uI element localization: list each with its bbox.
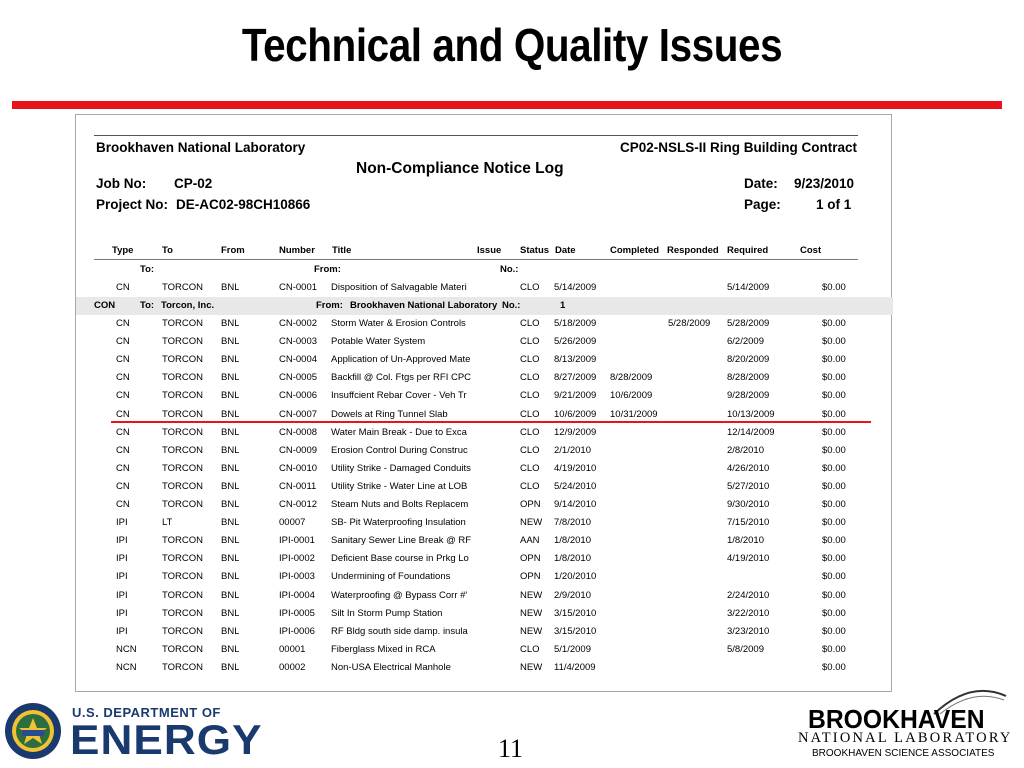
cell-from: BNL: [221, 553, 240, 565]
cell-date: 2/9/2010: [554, 589, 591, 601]
cell-type: CN: [116, 444, 130, 456]
cell-cost: $0.00: [822, 282, 846, 293]
cell-to: TORCON: [162, 643, 203, 655]
cell-title: Dowels at Ring Tunnel Slab: [331, 408, 448, 420]
cell-required: 6/2/2009: [727, 336, 764, 348]
group-from-label: From:: [316, 300, 343, 311]
cell-title: Steam Nuts and Bolts Replacem: [331, 499, 469, 510]
table-row: [76, 496, 893, 514]
table-row: [76, 514, 893, 532]
cell-status: CLO: [520, 408, 540, 420]
cell-status: NEW: [520, 607, 543, 619]
cell-cost: $0.00: [822, 517, 846, 529]
cell-number: 00007: [279, 517, 306, 529]
table-subheader: [76, 261, 893, 279]
col-completed: Completed: [610, 245, 660, 256]
cell-date: 1/8/2010: [554, 553, 591, 565]
bnl-text-national-lab: NATIONAL LABORATORY: [798, 730, 1013, 746]
cell-from: BNL: [221, 643, 240, 655]
cell-status: AAN: [520, 535, 540, 547]
cell-title: Utility Strike - Water Line at LOB: [331, 480, 468, 492]
cell-type: IPI: [116, 553, 128, 565]
subheader-no: No.:: [500, 264, 519, 275]
cell-title: Insuffcient Rebar Cover - Veh Tr: [331, 390, 467, 402]
cell-cost: $0.00: [822, 390, 846, 402]
cell-date: 10/6/2009: [554, 408, 597, 420]
cell-date: 11/4/2009: [554, 661, 596, 673]
cell-from: BNL: [221, 499, 240, 510]
cell-status: CLO: [520, 480, 540, 492]
cell-from: BNL: [221, 480, 240, 492]
table-row: [76, 659, 893, 677]
cell-number: CN-0012: [279, 499, 318, 510]
cell-cost: $0.00: [822, 444, 846, 456]
group-no-label: No.:: [502, 300, 521, 311]
cell-type: CN: [116, 462, 130, 474]
document-image: [75, 114, 892, 692]
cell-to: TORCON: [162, 462, 203, 474]
cell-date: 1/20/2010: [554, 571, 597, 583]
document-top-rule: [94, 135, 858, 136]
cell-to: TORCON: [162, 444, 203, 456]
log-title: Non-Compliance Notice Log: [356, 160, 564, 177]
table-row: [76, 460, 893, 478]
cell-title: Storm Water & Erosion Controls: [331, 318, 466, 329]
col-responded: Responded: [667, 245, 719, 256]
contract-name: CP02-NSLS-II Ring Building Contract: [619, 140, 857, 155]
title-divider: [12, 101, 1002, 109]
cell-required: 3/23/2010: [727, 625, 770, 637]
job-number: [96, 176, 212, 191]
cell-cost: $0.00: [822, 480, 846, 492]
cell-from: BNL: [221, 535, 240, 547]
cell-number: CN-0007: [279, 408, 318, 420]
cell-type: CN: [116, 499, 130, 510]
cell-number: CN-0003: [279, 336, 318, 348]
cell-from: BNL: [221, 462, 240, 474]
cell-title: Undermining of Foundations: [331, 571, 451, 583]
col-cost: Cost: [800, 245, 822, 256]
col-title: Title: [332, 245, 352, 256]
cell-status: CLO: [520, 462, 540, 474]
cell-responded: 5/28/2009: [668, 318, 711, 329]
cell-cost: $0.00: [822, 643, 846, 655]
cell-number: CN-0001: [279, 282, 318, 293]
cell-completed: 10/31/2009: [610, 408, 658, 420]
cell-date: 5/26/2009: [554, 336, 597, 348]
cell-from: BNL: [221, 354, 240, 366]
cell-status: CLO: [520, 354, 540, 366]
table-row: [76, 532, 893, 550]
cell-required: 12/14/2009: [727, 426, 775, 438]
group-to: Torcon, Inc.: [161, 300, 215, 311]
date-value: 9/23/2010: [794, 176, 855, 191]
col-from: From: [221, 245, 245, 256]
cell-from: BNL: [221, 372, 240, 384]
cell-date: 5/18/2009: [554, 318, 597, 329]
report-date: [744, 176, 854, 191]
cell-cost: $0.00: [822, 571, 846, 583]
table-row: [76, 315, 893, 333]
table-row: [76, 369, 893, 387]
job-label: Job No:: [96, 176, 147, 191]
subheader-to: To:: [140, 264, 155, 275]
cell-required: 4/19/2010: [727, 553, 770, 565]
cell-type: NCN: [116, 643, 137, 655]
cell-title: SB- Pit Waterproofing Insulation: [331, 517, 466, 529]
cell-number: CN-0002: [279, 318, 318, 329]
cell-completed: 10/6/2009: [610, 390, 653, 402]
cell-to: TORCON: [162, 372, 203, 384]
cell-type: IPI: [116, 517, 128, 529]
cell-number: CN-0009: [279, 444, 318, 456]
cell-status: CLO: [520, 372, 540, 384]
cell-cost: $0.00: [822, 625, 846, 637]
table-row: [76, 442, 893, 460]
col-status: Status: [520, 245, 550, 256]
cell-required: 5/8/2009: [727, 643, 764, 655]
cell-date: 3/15/2010: [554, 625, 597, 637]
cell-cost: $0.00: [822, 499, 846, 510]
cell-type: CN: [116, 318, 130, 329]
cell-type: CN: [116, 408, 130, 420]
cell-date: 2/1/2010: [554, 444, 591, 456]
cell-from: BNL: [221, 282, 240, 293]
table-row: [76, 333, 893, 351]
table-row: [76, 351, 893, 369]
group-from: Brookhaven National Laboratory: [350, 300, 498, 311]
cell-to: TORCON: [162, 607, 203, 619]
page-label: Page:: [744, 197, 781, 212]
cell-cost: $0.00: [822, 354, 846, 366]
cell-required: 5/28/2009: [727, 318, 770, 329]
cell-status: OPN: [520, 553, 541, 565]
cell-to: TORCON: [162, 589, 203, 601]
cell-type: CN: [116, 336, 130, 348]
cell-from: BNL: [221, 517, 240, 529]
cell-type: IPI: [116, 607, 128, 619]
cell-title: Sanitary Sewer Line Break @ RF: [331, 535, 472, 547]
col-issue: Issue: [477, 245, 502, 256]
cell-number: CN-0005: [279, 372, 318, 384]
cell-status: CLO: [520, 336, 540, 348]
cell-required: 5/27/2010: [727, 480, 770, 492]
table-row: [76, 424, 893, 442]
cell-title: Potable Water System: [331, 336, 426, 348]
cell-cost: $0.00: [822, 336, 846, 348]
cell-from: BNL: [221, 390, 240, 402]
cell-cost: $0.00: [822, 661, 846, 673]
subheader-from: From:: [314, 264, 341, 275]
cell-title: Disposition of Salvagable Materi: [331, 282, 467, 293]
cell-from: BNL: [221, 318, 240, 329]
table-row: [76, 279, 893, 297]
cell-date: 9/21/2009: [554, 390, 597, 402]
project-label: Project No:: [96, 197, 169, 212]
cell-required: 3/22/2010: [727, 607, 770, 619]
cell-to: LT: [162, 517, 173, 529]
col-number: Number: [279, 245, 315, 256]
cell-date: 9/14/2010: [554, 499, 597, 510]
cell-type: IPI: [116, 589, 128, 601]
cell-number: 00001: [279, 643, 306, 655]
cell-type: CN: [116, 354, 130, 366]
cell-title: Utility Strike - Damaged Conduits: [331, 462, 471, 474]
cell-status: CLO: [520, 318, 540, 329]
cell-to: TORCON: [162, 535, 203, 547]
cell-to: TORCON: [162, 336, 203, 348]
cell-status: CLO: [520, 390, 540, 402]
cell-title: Application of Un-Approved Mate: [331, 354, 471, 366]
cell-status: OPN: [520, 571, 541, 583]
cell-required: 4/26/2010: [727, 462, 770, 474]
cell-cost: $0.00: [822, 607, 846, 619]
cell-cost: $0.00: [822, 372, 846, 384]
doe-text-top: U.S. DEPARTMENT OF: [72, 705, 221, 720]
doe-logo: [4, 700, 263, 763]
cell-date: 5/24/2010: [554, 480, 597, 492]
page-value: 1 of 1: [816, 197, 852, 212]
cell-date: 5/14/2009: [554, 282, 597, 293]
cell-type: CN: [116, 426, 130, 438]
job-value: CP-02: [174, 176, 213, 191]
cell-cost: $0.00: [822, 462, 846, 474]
cell-status: CLO: [520, 444, 540, 456]
col-type: Type: [112, 245, 134, 256]
cell-status: CLO: [520, 426, 540, 438]
cell-date: 8/27/2009: [554, 372, 597, 384]
cell-title: RF Bldg south side damp. insula: [331, 625, 468, 637]
cell-title: Waterproofing @ Bypass Corr #': [331, 589, 468, 601]
table-row: [76, 387, 893, 405]
cell-number: CN-0008: [279, 426, 318, 438]
cell-to: TORCON: [162, 354, 203, 366]
cell-required: 7/15/2010: [727, 517, 770, 529]
cell-from: BNL: [221, 571, 240, 583]
cell-to: TORCON: [162, 553, 203, 565]
cell-number: IPI-0005: [279, 607, 315, 619]
col-to: To: [162, 245, 173, 256]
cell-title: Deficient Base course in Prkg Lo: [331, 553, 469, 565]
cell-completed: 8/28/2009: [610, 372, 653, 384]
cell-status: CLO: [520, 282, 540, 293]
cell-from: BNL: [221, 408, 240, 420]
date-label: Date:: [744, 176, 778, 191]
cell-date: 4/19/2010: [554, 462, 597, 474]
cell-number: IPI-0003: [279, 571, 315, 583]
table-row: [76, 587, 893, 605]
cell-date: 8/13/2009: [554, 354, 597, 366]
cell-type: CN: [116, 372, 130, 384]
cell-date: 3/15/2010: [554, 607, 597, 619]
cell-from: BNL: [221, 625, 240, 637]
cell-from: BNL: [221, 607, 240, 619]
org-name: Brookhaven National Laboratory: [96, 140, 306, 155]
cell-number: IPI-0004: [279, 589, 315, 601]
cell-type: IPI: [116, 625, 128, 637]
cell-to: TORCON: [162, 571, 203, 583]
table-row: [76, 550, 893, 568]
cell-status: NEW: [520, 589, 543, 601]
highlight-underline: [111, 421, 871, 423]
cell-required: 10/13/2009: [727, 408, 775, 420]
bnl-text-associates: BROOKHAVEN SCIENCE ASSOCIATES: [812, 748, 995, 759]
group-to-label: To:: [140, 300, 155, 311]
cell-number: CN-0006: [279, 390, 318, 402]
cell-title: Silt In Storm Pump Station: [331, 607, 443, 619]
cell-required: 8/20/2009: [727, 354, 770, 366]
cell-date: 12/9/2009: [554, 426, 597, 438]
cell-to: TORCON: [162, 318, 203, 329]
cell-cost: $0.00: [822, 318, 846, 329]
table-row: [76, 641, 893, 659]
cell-to: TORCON: [162, 661, 203, 673]
cell-from: BNL: [221, 336, 240, 348]
cell-to: TORCON: [162, 282, 203, 293]
cell-type: CN: [116, 390, 130, 402]
project-value: DE-AC02-98CH10866: [176, 197, 311, 212]
cell-title: Backfill @ Col. Ftgs per RFI CPC: [331, 372, 472, 384]
cell-cost: $0.00: [822, 408, 846, 420]
bnl-text-brookhaven: BROOKHAVEN: [808, 704, 985, 734]
table-row: [76, 478, 893, 496]
cell-cost: $0.00: [822, 553, 846, 565]
cell-date: 1/8/2010: [554, 535, 591, 547]
cell-status: NEW: [520, 625, 543, 637]
cell-to: TORCON: [162, 390, 203, 402]
cell-date: 5/1/2009: [554, 643, 591, 655]
slide-title: Technical and Quality Issues: [241, 19, 783, 71]
cell-from: BNL: [221, 589, 240, 601]
cell-number: IPI-0002: [279, 553, 315, 565]
cell-to: TORCON: [162, 480, 203, 492]
cell-to: TORCON: [162, 426, 203, 438]
bnl-logo: [790, 686, 1020, 766]
cell-status: OPN: [520, 499, 541, 510]
cell-type: IPI: [116, 571, 128, 583]
project-number: [96, 197, 310, 212]
cell-to: TORCON: [162, 408, 203, 420]
cell-required: 2/8/2010: [727, 444, 764, 456]
cell-date: 7/8/2010: [554, 517, 591, 529]
doe-seal-icon: [4, 702, 62, 760]
cell-title: Fiberglass Mixed in RCA: [331, 643, 436, 655]
cell-type: CN: [116, 282, 130, 293]
table-header-rule: [94, 259, 858, 260]
cell-number: CN-0011: [279, 480, 317, 492]
cell-required: 8/28/2009: [727, 372, 770, 384]
table-header: [94, 245, 858, 259]
cell-to: TORCON: [162, 499, 203, 510]
cell-cost: $0.00: [822, 589, 846, 601]
cell-status: NEW: [520, 517, 543, 529]
cell-to: TORCON: [162, 625, 203, 637]
cell-from: BNL: [221, 661, 240, 673]
cell-cost: $0.00: [822, 426, 846, 438]
table-row: [76, 605, 893, 623]
cell-number: CN-0010: [279, 462, 318, 474]
cell-type: CN: [116, 480, 130, 492]
cell-status: NEW: [520, 661, 543, 673]
cell-type: IPI: [116, 535, 128, 547]
page-number: 11: [498, 734, 524, 763]
cell-required: 2/24/2010: [727, 589, 770, 601]
cell-title: Non-USA Electrical Manhole: [331, 661, 451, 673]
cell-number: IPI-0001: [279, 535, 315, 547]
cell-cost: $0.00: [822, 535, 846, 547]
table-row: [76, 623, 893, 641]
cell-title: Water Main Break - Due to Exca: [331, 426, 467, 438]
cell-required: 9/30/2010: [727, 499, 770, 510]
group-type: CON: [94, 300, 116, 311]
cell-from: BNL: [221, 444, 240, 456]
cell-required: 5/14/2009: [727, 282, 770, 293]
cell-number: 00002: [279, 661, 306, 673]
cell-from: BNL: [221, 426, 240, 438]
report-page: [744, 197, 851, 212]
cell-title: Erosion Control During Construc: [331, 444, 468, 456]
group-row: [76, 297, 893, 315]
group-no: 1: [560, 300, 566, 311]
cell-type: NCN: [116, 661, 137, 673]
doe-text-energy: ENERGY: [70, 716, 263, 763]
cell-number: CN-0004: [279, 354, 318, 366]
cell-required: 1/8/2010: [727, 535, 764, 547]
col-date: Date: [555, 245, 576, 256]
col-required: Required: [727, 245, 769, 256]
table-row: [76, 568, 893, 586]
cell-required: 9/28/2009: [727, 390, 770, 402]
cell-number: IPI-0006: [279, 625, 315, 637]
cell-status: CLO: [520, 643, 540, 655]
